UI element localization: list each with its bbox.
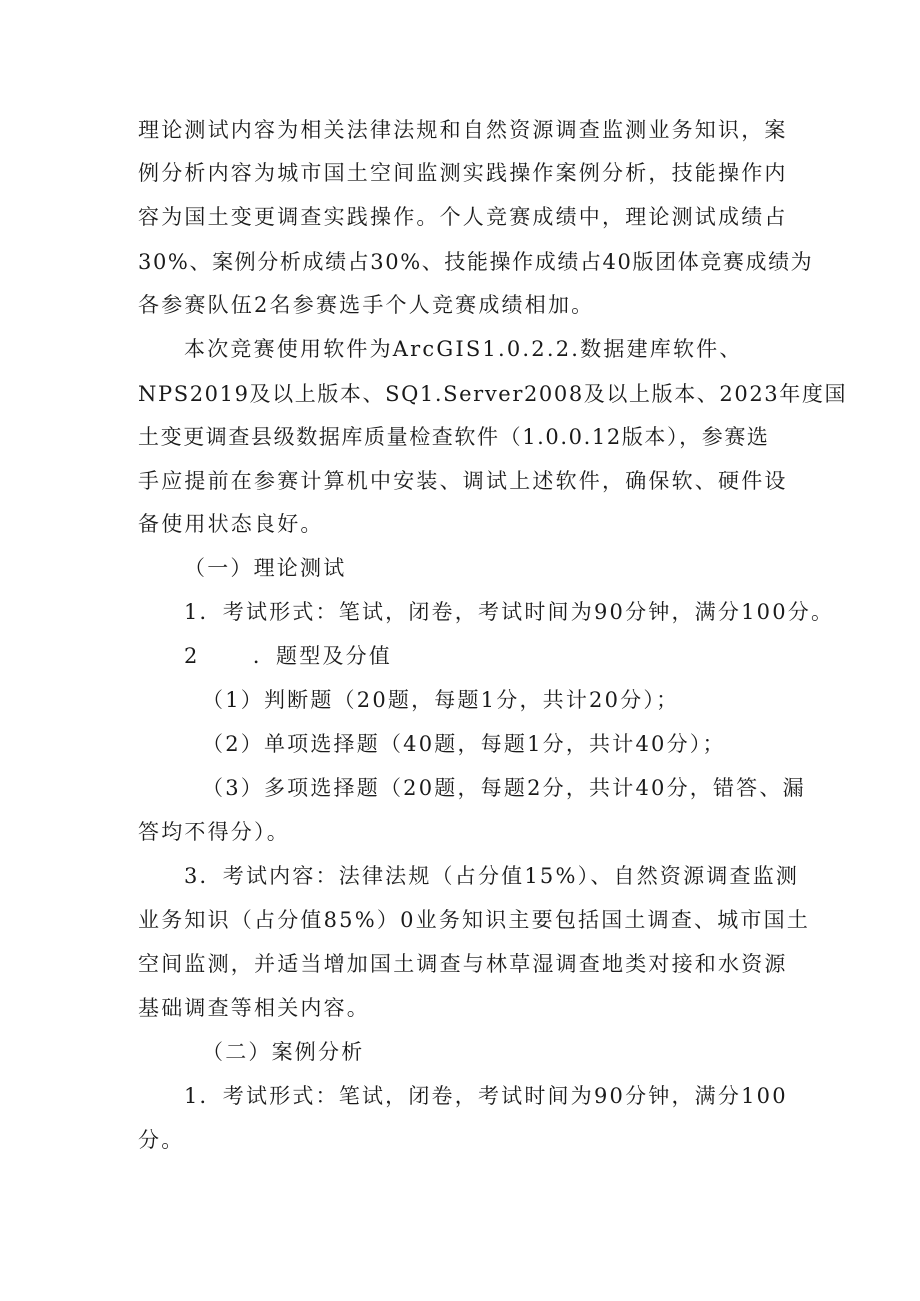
text-line-2: 例分析内容为城市国土空间监测实践操作案例分析，技能操作内 xyxy=(138,161,788,185)
text-line-20: 空间监测，并适当增加国土调查与林草湿调查地类对接和水资源 xyxy=(138,952,788,976)
text-line-7: NPS2019及以上版本、SQ1.Server2008及以上版本、2023年度国 xyxy=(138,382,848,406)
text-line-16: （3）多项选择题（20题，每题2分，共计40分，错答、漏 xyxy=(202,776,806,800)
text-line-3: 容为国土变更调查实践操作。个人竞赛成绩中，理论测试成绩占 xyxy=(138,205,788,229)
text-line-1: 理论测试内容为相关法律法规和自然资源调查监测业务知识，案 xyxy=(138,118,788,142)
text-line-23: 1．考试形式：笔试，闭卷，考试时间为90分钟，满分100 xyxy=(184,1084,788,1108)
text-line-4: 30%、案例分析成绩占30%、技能操作成绩占40版团体竞赛成绩为 xyxy=(138,250,814,274)
text-line-17: 答均不得分）。 xyxy=(138,820,290,844)
text-line-14: （1）判断题（20题，每题1分，共计20分）； xyxy=(202,688,680,712)
text-line-21: 基础调查等相关内容。 xyxy=(138,996,370,1020)
text-line-15: （2）单项选择题（40题，每题1分，共计40分）； xyxy=(202,732,726,756)
section-heading-theory: （一）理论测试 xyxy=(184,556,347,580)
text-line-10: 备使用状态良好。 xyxy=(138,512,324,536)
text-line-5: 各参赛队伍2名参赛选手个人竞赛成绩相加。 xyxy=(138,293,595,317)
text-line-18: 3．考试内容：法律法规（占分值15%）、自然资源调查监测 xyxy=(184,864,800,888)
text-line-12: 1．考试形式：笔试，闭卷，考试时间为90分钟，满分100分。 xyxy=(184,600,835,624)
section-heading-case: （二）案例分析 xyxy=(202,1040,365,1064)
text-line-24: 分。 xyxy=(138,1128,185,1152)
text-line-9: 手应提前在参赛计算机中安装、调试上述软件，确保软、硬件设 xyxy=(138,469,788,493)
text-line-8: 土变更调查县级数据库质量检查软件（1.0.0.12版本），参赛选 xyxy=(138,425,770,449)
text-line-6: 本次竞赛使用软件为ArcGIS1.0.2.2.数据建库软件、 xyxy=(184,337,743,361)
text-line-13: 2 ．题型及分值 xyxy=(184,644,393,668)
text-line-19: 业务知识（占分值85%）0业务知识主要包括国土调查、城市国土 xyxy=(138,908,811,932)
